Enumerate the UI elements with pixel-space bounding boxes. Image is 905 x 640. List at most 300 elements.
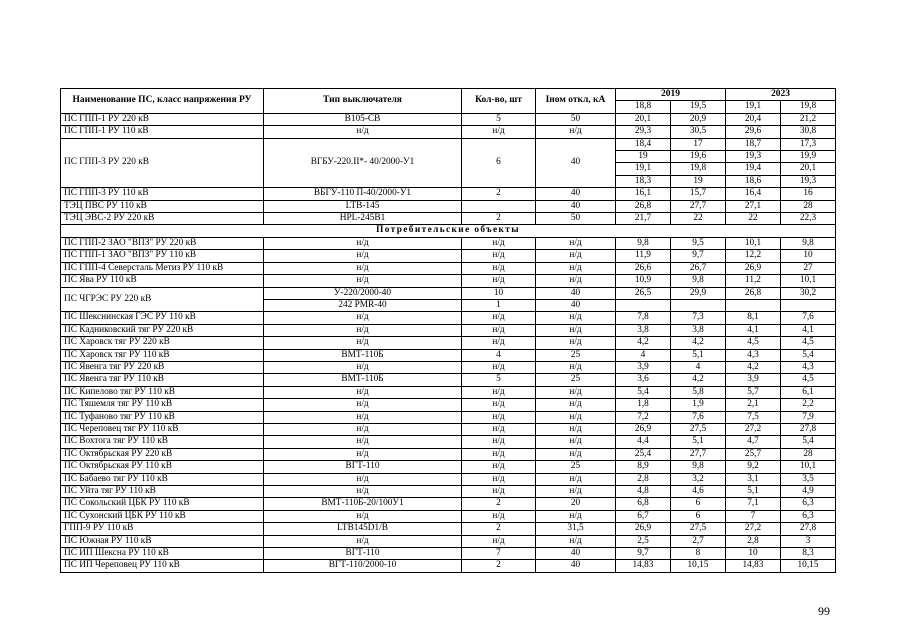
- table-row: [61, 436, 836, 448]
- substation-name: ПС Череповец тяг РУ 110 кВ: [61, 423, 264, 435]
- short-circuit-value: 22: [726, 213, 781, 225]
- short-circuit-value: 27,2: [726, 423, 781, 435]
- substation-name: ПС Явенга тяг РУ 220 кВ: [61, 361, 264, 373]
- rated-current: н/д: [536, 535, 616, 547]
- rated-current: н/д: [536, 262, 616, 274]
- short-circuit-value: 14,83: [616, 560, 671, 572]
- short-circuit-value: 7: [726, 510, 781, 522]
- short-circuit-value: 8,3: [781, 548, 836, 560]
- rated-current: н/д: [536, 324, 616, 336]
- rated-current: 25: [536, 461, 616, 473]
- subheader-value: 19,8: [781, 101, 836, 113]
- breaker-count: н/д: [462, 324, 536, 336]
- rated-current: 50: [536, 213, 616, 225]
- substation-name: ПС ГПП-4 Северсталь Метиз РУ 110 кВ: [61, 262, 264, 274]
- substation-name: ПС ГПП-1 ЗАО "ВПЗ" РУ 110 кВ: [61, 250, 264, 262]
- table-row: [61, 535, 836, 547]
- short-circuit-value: 5,4: [616, 386, 671, 398]
- short-circuit-value: 12,2: [726, 250, 781, 262]
- table-row: [61, 126, 836, 138]
- short-circuit-value: 19,3: [726, 151, 781, 163]
- header-name: Наименование ПС, класс напряжения РУ: [61, 89, 264, 114]
- short-circuit-value: 16: [781, 188, 836, 200]
- substation-name: ПС Туфаново тяг РУ 110 кВ: [61, 411, 264, 423]
- short-circuit-value: 3,1: [726, 473, 781, 485]
- short-circuit-value: 9,7: [616, 548, 671, 560]
- short-circuit-value: 16,1: [616, 188, 671, 200]
- breaker-count: н/д: [462, 486, 536, 498]
- breaker-count: н/д: [462, 448, 536, 460]
- short-circuit-value: 4,5: [726, 337, 781, 349]
- short-circuit-value: 27,2: [726, 523, 781, 535]
- short-circuit-value: 5,8: [671, 386, 726, 398]
- short-circuit-value: 26,9: [726, 262, 781, 274]
- short-circuit-value: 26,9: [616, 523, 671, 535]
- breaker-type: ВБГУ-110 П-40/2000-У1: [264, 188, 462, 200]
- rated-current: 40: [536, 200, 616, 212]
- short-circuit-value: 4,2: [616, 337, 671, 349]
- table-row: [61, 448, 836, 460]
- substation-name: ПС Южная РУ 110 кВ: [61, 535, 264, 547]
- short-circuit-value: 29,6: [726, 126, 781, 138]
- short-circuit-value: 4,5: [781, 374, 836, 386]
- rated-current: н/д: [536, 361, 616, 373]
- breaker-type: LTB-145: [264, 200, 462, 212]
- page-number: 99: [818, 604, 830, 618]
- short-circuit-value: 4: [671, 361, 726, 373]
- short-circuit-value: 9,8: [671, 461, 726, 473]
- short-circuit-value: 30,2: [781, 287, 836, 299]
- short-circuit-value: 4,7: [726, 436, 781, 448]
- short-circuit-value: 14,83: [726, 560, 781, 572]
- short-circuit-value: 6,7: [616, 510, 671, 522]
- short-circuit-value: 3,8: [671, 324, 726, 336]
- short-circuit-value: 20,9: [671, 113, 726, 125]
- breaker-type: ВМТ-110Б-20/100У1: [264, 498, 462, 510]
- table-row: [61, 237, 836, 249]
- table-row: [61, 386, 836, 398]
- rated-current: н/д: [536, 510, 616, 522]
- short-circuit-value: 30,5: [671, 126, 726, 138]
- breaker-count: 6: [462, 138, 536, 188]
- short-circuit-value: 26,7: [671, 262, 726, 274]
- short-circuit-value: 5,4: [781, 349, 836, 361]
- breaker-type: н/д: [264, 473, 462, 485]
- short-circuit-value: 18,7: [726, 138, 781, 150]
- breaker-count: н/д: [462, 126, 536, 138]
- short-circuit-value: 19: [616, 151, 671, 163]
- table-row: [61, 262, 836, 274]
- short-circuit-value: 26,6: [616, 262, 671, 274]
- substation-name: ПС Явенга тяг РУ 110 кВ: [61, 374, 264, 386]
- short-circuit-value: 4,9: [781, 486, 836, 498]
- short-circuit-value: 10,15: [781, 560, 836, 572]
- breaker-count: н/д: [462, 237, 536, 249]
- breaker-type: ВГТ-110: [264, 548, 462, 560]
- breaker-type: н/д: [264, 436, 462, 448]
- short-circuit-value: 2,8: [616, 473, 671, 485]
- breaker-count: 2: [462, 213, 536, 225]
- short-circuit-value: 5,7: [726, 386, 781, 398]
- short-circuit-value: 4,2: [671, 374, 726, 386]
- short-circuit-value: 8: [671, 548, 726, 560]
- short-circuit-value: 6: [671, 498, 726, 510]
- short-circuit-value: 16,4: [726, 188, 781, 200]
- table-row: [61, 461, 836, 473]
- breaker-type: ВГТ-110: [264, 461, 462, 473]
- short-circuit-value: 6,8: [616, 498, 671, 510]
- breaker-count: н/д: [462, 473, 536, 485]
- short-circuit-value: 1,9: [671, 399, 726, 411]
- short-circuit-value: 6,3: [781, 498, 836, 510]
- short-circuit-value: 29,9: [671, 287, 726, 299]
- short-circuit-value: 11,9: [616, 250, 671, 262]
- rated-current: н/д: [536, 423, 616, 435]
- short-circuit-value: 3,9: [726, 374, 781, 386]
- rated-current: 20: [536, 498, 616, 510]
- breaker-count: 7: [462, 548, 536, 560]
- short-circuit-value: 4: [616, 349, 671, 361]
- breaker-count: 4: [462, 349, 536, 361]
- breaker-count: 1: [462, 299, 536, 311]
- header-row: [61, 89, 836, 101]
- short-circuit-value: 9,2: [726, 461, 781, 473]
- breaker-table: [60, 88, 836, 573]
- short-circuit-value: 9,8: [671, 275, 726, 287]
- rated-current: н/д: [536, 312, 616, 324]
- short-circuit-value: 19: [671, 175, 726, 187]
- breaker-count: 2: [462, 560, 536, 572]
- short-circuit-value: 19,4: [726, 163, 781, 175]
- short-circuit-value: 4,3: [726, 349, 781, 361]
- rated-current: н/д: [536, 126, 616, 138]
- short-circuit-value: 19,1: [616, 163, 671, 175]
- substation-name: ПС ГПП-3 РУ 110 кВ: [61, 188, 264, 200]
- short-circuit-value: 4,1: [726, 324, 781, 336]
- breaker-count: н/д: [462, 436, 536, 448]
- subheader-value: 19,1: [726, 101, 781, 113]
- table-row: [61, 473, 836, 485]
- short-circuit-value: 21,2: [781, 113, 836, 125]
- table-row: [61, 423, 836, 435]
- breaker-type: н/д: [264, 237, 462, 249]
- short-circuit-value: 21,7: [616, 213, 671, 225]
- breaker-count: 2: [462, 523, 536, 535]
- substation-name: ПС ГПП-1 РУ 110 кВ: [61, 126, 264, 138]
- substation-name: ПС Сухонский ЦБК РУ 110 кВ: [61, 510, 264, 522]
- short-circuit-value: 3,6: [616, 374, 671, 386]
- short-circuit-value: 5,1: [671, 349, 726, 361]
- rated-current: 50: [536, 113, 616, 125]
- substation-name: ПС Кадниковский тяг РУ 220 кВ: [61, 324, 264, 336]
- short-circuit-value: 2,5: [616, 535, 671, 547]
- breaker-count: 10: [462, 287, 536, 299]
- breaker-type: В105-СВ: [264, 113, 462, 125]
- table-row: [61, 411, 836, 423]
- breaker-count: н/д: [462, 423, 536, 435]
- breaker-count: 2: [462, 498, 536, 510]
- short-circuit-value: 2,8: [726, 535, 781, 547]
- short-circuit-value: 26,8: [726, 287, 781, 299]
- table-row: [61, 560, 836, 572]
- short-circuit-value: 7,6: [781, 312, 836, 324]
- header-qty: Кол-во, шт: [462, 89, 536, 114]
- short-circuit-value: 26,8: [616, 200, 671, 212]
- short-circuit-value: 10,9: [616, 275, 671, 287]
- short-circuit-value: 4,1: [781, 324, 836, 336]
- table-row: [61, 312, 836, 324]
- subheader-value: 18,8: [616, 101, 671, 113]
- rated-current: 25: [536, 349, 616, 361]
- short-circuit-value: 6,1: [781, 386, 836, 398]
- table-row: [61, 250, 836, 262]
- breaker-count: н/д: [462, 361, 536, 373]
- substation-name: ТЭЦ ПВС РУ 110 кВ: [61, 200, 264, 212]
- table-row: [61, 523, 836, 535]
- substation-name: ПС Харовск тяг РУ 220 кВ: [61, 337, 264, 349]
- breaker-count: н/д: [462, 535, 536, 547]
- short-circuit-value: 4,8: [616, 486, 671, 498]
- rated-current: 40: [536, 299, 616, 311]
- table-row: [61, 486, 836, 498]
- short-circuit-value: 7,3: [671, 312, 726, 324]
- rated-current: 40: [536, 560, 616, 572]
- table-row: [61, 374, 836, 386]
- breaker-count: н/д: [462, 262, 536, 274]
- breaker-count: н/д: [462, 312, 536, 324]
- header-year-2023: 2023: [726, 89, 836, 101]
- substation-name: ПС Сокольский ЦБК РУ 110 кВ: [61, 498, 264, 510]
- breaker-type: ВГБУ-220.II*- 40/2000-У1: [264, 138, 462, 188]
- table-row: [61, 200, 836, 212]
- breaker-type: н/д: [264, 486, 462, 498]
- short-circuit-value: 20,4: [726, 113, 781, 125]
- short-circuit-value: 29,3: [616, 126, 671, 138]
- short-circuit-value: 22,3: [781, 213, 836, 225]
- table-row: [61, 213, 836, 225]
- rated-current: н/д: [536, 399, 616, 411]
- short-circuit-value: 4,6: [671, 486, 726, 498]
- rated-current: 25: [536, 374, 616, 386]
- header-inom: Iном откл, кА: [536, 89, 616, 114]
- table-row: [61, 324, 836, 336]
- short-circuit-value: 27,7: [671, 200, 726, 212]
- substation-name: ПС ГПП-3 РУ 220 кВ: [61, 138, 264, 188]
- short-circuit-value: 7,1: [726, 498, 781, 510]
- short-circuit-value: 19,6: [671, 151, 726, 163]
- breaker-type: н/д: [264, 448, 462, 460]
- rated-current: 40: [536, 548, 616, 560]
- short-circuit-value: 3,9: [616, 361, 671, 373]
- short-circuit-value: 17,3: [781, 138, 836, 150]
- short-circuit-value: 5,4: [781, 436, 836, 448]
- short-circuit-value: 10: [726, 548, 781, 560]
- rated-current: н/д: [536, 448, 616, 460]
- short-circuit-value: 9,7: [671, 250, 726, 262]
- substation-name: ПС Бабаево тяг РУ 110 кВ: [61, 473, 264, 485]
- breaker-type: н/д: [264, 510, 462, 522]
- rated-current: н/д: [536, 250, 616, 262]
- short-circuit-value: 27: [781, 262, 836, 274]
- table-row: [61, 287, 836, 299]
- breaker-type: н/д: [264, 423, 462, 435]
- breaker-type: н/д: [264, 535, 462, 547]
- rated-current: 40: [536, 287, 616, 299]
- breaker-count: н/д: [462, 386, 536, 398]
- short-circuit-value: 10,1: [781, 275, 836, 287]
- breaker-type: н/д: [264, 411, 462, 423]
- header-year-2019: 2019: [616, 89, 726, 101]
- short-circuit-value: 25,7: [726, 448, 781, 460]
- breaker-type: н/д: [264, 324, 462, 336]
- breaker-count: н/д: [462, 250, 536, 262]
- substation-name: ПС ЧГРЭС РУ 220 кВ: [61, 287, 264, 312]
- breaker-count: 5: [462, 374, 536, 386]
- substation-name: ПС Харовск тяг РУ 110 кВ: [61, 349, 264, 361]
- breaker-type: н/д: [264, 275, 462, 287]
- breaker-count: н/д: [462, 275, 536, 287]
- breaker-count: н/д: [462, 461, 536, 473]
- short-circuit-value: 27,5: [671, 423, 726, 435]
- rated-current: н/д: [536, 473, 616, 485]
- rated-current: н/д: [536, 411, 616, 423]
- short-circuit-value: 7,6: [671, 411, 726, 423]
- short-circuit-value: 9,5: [671, 237, 726, 249]
- short-circuit-value: 4,2: [726, 361, 781, 373]
- table-row: [61, 349, 836, 361]
- short-circuit-value: 10: [781, 250, 836, 262]
- short-circuit-value: 5,1: [671, 436, 726, 448]
- short-circuit-value: 27,8: [781, 423, 836, 435]
- substation-name: ПС ГПП-2 ЗАО "ВПЗ" РУ 220 кВ: [61, 237, 264, 249]
- short-circuit-value: 7,2: [616, 411, 671, 423]
- substation-name: ПС Шекснинская ГЭС РУ 110 кВ: [61, 312, 264, 324]
- rated-current: 31,5: [536, 523, 616, 535]
- short-circuit-value: 26,9: [616, 423, 671, 435]
- empty-cell: [726, 299, 781, 311]
- empty-cell: [671, 299, 726, 311]
- short-circuit-value: 7,8: [616, 312, 671, 324]
- short-circuit-value: 9,8: [781, 237, 836, 249]
- breaker-type: HPL-245B1: [264, 213, 462, 225]
- substation-name: ПС ИП Шексна РУ 110 кВ: [61, 548, 264, 560]
- short-circuit-value: 28: [781, 448, 836, 460]
- short-circuit-value: 7,5: [726, 411, 781, 423]
- short-circuit-value: 10,1: [781, 461, 836, 473]
- breaker-type: н/д: [264, 386, 462, 398]
- short-circuit-value: 18,6: [726, 175, 781, 187]
- breaker-count: [462, 200, 536, 212]
- substation-name: ПС ГПП-1 РУ 220 кВ: [61, 113, 264, 125]
- rated-current: н/д: [536, 436, 616, 448]
- short-circuit-value: 4,2: [671, 337, 726, 349]
- short-circuit-value: 17: [671, 138, 726, 150]
- short-circuit-value: 15,7: [671, 188, 726, 200]
- table-row: [61, 361, 836, 373]
- header-type: Тип выключателя: [264, 89, 462, 114]
- short-circuit-value: 9,8: [616, 237, 671, 249]
- short-circuit-value: 4,5: [781, 337, 836, 349]
- short-circuit-value: 19,8: [671, 163, 726, 175]
- short-circuit-value: 6: [671, 510, 726, 522]
- subheader-value: 19,5: [671, 101, 726, 113]
- short-circuit-value: 6,3: [781, 510, 836, 522]
- short-circuit-value: 3,8: [616, 324, 671, 336]
- breaker-count: 5: [462, 113, 536, 125]
- breaker-count: н/д: [462, 510, 536, 522]
- short-circuit-value: 25,4: [616, 448, 671, 460]
- breaker-type: н/д: [264, 312, 462, 324]
- rated-current: н/д: [536, 386, 616, 398]
- table-row: [61, 548, 836, 560]
- short-circuit-value: 5,1: [726, 486, 781, 498]
- table-row: [61, 510, 836, 522]
- short-circuit-value: 10,1: [726, 237, 781, 249]
- short-circuit-value: 20,1: [616, 113, 671, 125]
- breaker-type: LTB145D1/B: [264, 523, 462, 535]
- short-circuit-value: 8,9: [616, 461, 671, 473]
- table-row: [61, 188, 836, 200]
- short-circuit-value: 2,2: [781, 399, 836, 411]
- rated-current: н/д: [536, 237, 616, 249]
- short-circuit-value: 2,1: [726, 399, 781, 411]
- short-circuit-value: 18,3: [616, 175, 671, 187]
- short-circuit-value: 8,1: [726, 312, 781, 324]
- breaker-type: н/д: [264, 399, 462, 411]
- breaker-count: н/д: [462, 411, 536, 423]
- short-circuit-value: 7,9: [781, 411, 836, 423]
- rated-current: 40: [536, 188, 616, 200]
- table-row: [61, 138, 836, 150]
- short-circuit-value: 20,1: [781, 163, 836, 175]
- short-circuit-value: 30,8: [781, 126, 836, 138]
- substation-name: ПС Октябрьская РУ 110 кВ: [61, 461, 264, 473]
- table-row: [61, 498, 836, 510]
- breaker-count: н/д: [462, 399, 536, 411]
- section-row: [61, 225, 836, 237]
- rated-current: н/д: [536, 275, 616, 287]
- substation-name: ПС Уйта тяг РУ 110 кВ: [61, 486, 264, 498]
- table-row: [61, 337, 836, 349]
- breaker-type: н/д: [264, 250, 462, 262]
- short-circuit-value: 18,4: [616, 138, 671, 150]
- substation-name: ПС ИП Череповец РУ 110 кВ: [61, 560, 264, 572]
- substation-name: ПС Октябрьская РУ 220 кВ: [61, 448, 264, 460]
- rated-current: 40: [536, 138, 616, 188]
- short-circuit-value: 4,4: [616, 436, 671, 448]
- short-circuit-value: 26,5: [616, 287, 671, 299]
- table-row: [61, 275, 836, 287]
- rated-current: н/д: [536, 486, 616, 498]
- short-circuit-value: 4,3: [781, 361, 836, 373]
- breaker-type: 242 PMR-40: [264, 299, 462, 311]
- short-circuit-value: 2,7: [671, 535, 726, 547]
- short-circuit-value: 27,1: [726, 200, 781, 212]
- substation-name: ТЭЦ ЭВС-2 РУ 220 кВ: [61, 213, 264, 225]
- breaker-type: ВМТ-110Б: [264, 374, 462, 386]
- substation-name: ПС Вохтога тяг РУ 110 кВ: [61, 436, 264, 448]
- empty-cell: [616, 299, 671, 311]
- substation-name: ПС Ява РУ 110 кВ: [61, 275, 264, 287]
- rated-current: н/д: [536, 337, 616, 349]
- short-circuit-value: 10,15: [671, 560, 726, 572]
- short-circuit-value: 19,9: [781, 151, 836, 163]
- short-circuit-value: 3,2: [671, 473, 726, 485]
- short-circuit-value: 3: [781, 535, 836, 547]
- breaker-type: У-220/2000-40: [264, 287, 462, 299]
- empty-cell: [781, 299, 836, 311]
- substation-name: ГПП-9 РУ 110 кВ: [61, 523, 264, 535]
